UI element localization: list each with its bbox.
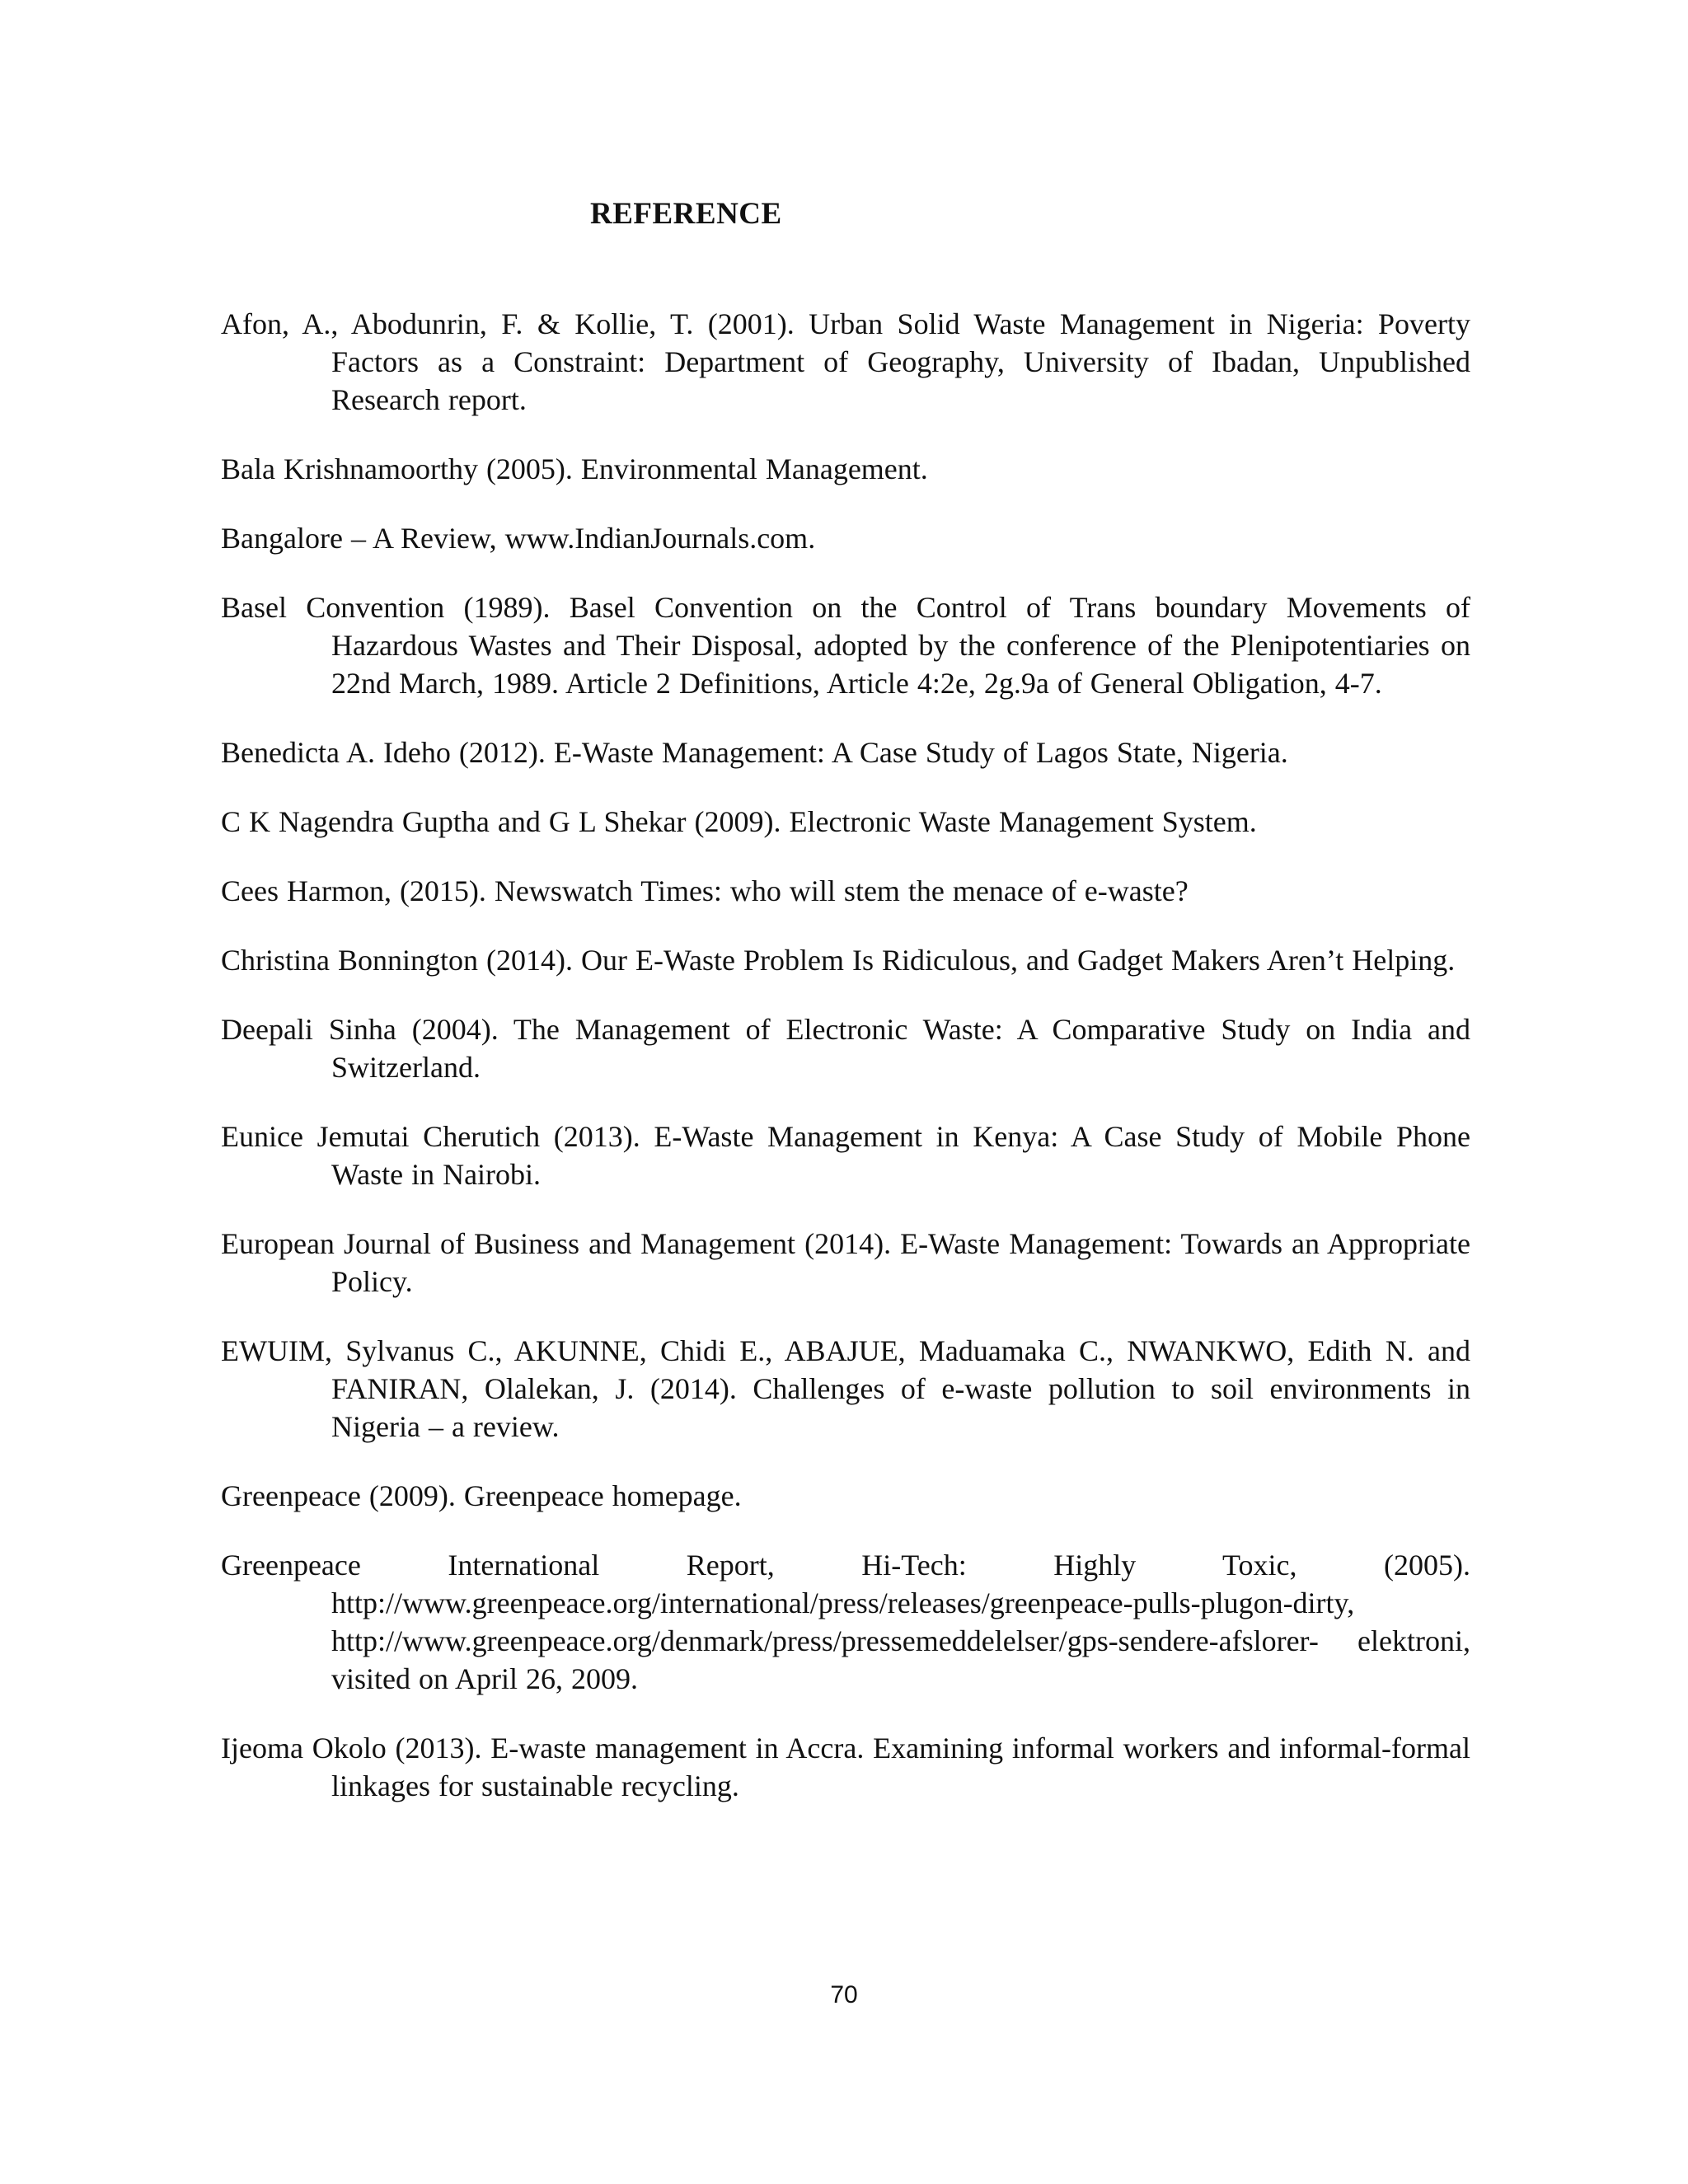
reference-entry: Ijeoma Okolo (2013). E-waste management in Accra. Examining informal workers and informal-formal linkages for sustainable recycling.	[221, 1732, 1470, 1802]
reference-entry: Cees Harmon, (2015). Newswatch Times: who will stem the menace of e-waste?	[221, 874, 1189, 907]
page-number: 70	[830, 1981, 858, 2008]
reference-entry: Afon, A., Abodunrin, F. & Kollie, T. (2001). Urban Solid Waste Management in Nigeria: Poverty Factors as a Constraint: Department of Geography, University of Ibadan, Unpublished Research report.	[221, 307, 1470, 416]
reference-entry: Bangalore – A Review, www.IndianJournals.com.	[221, 522, 816, 555]
page-title: REFERENCE	[590, 197, 782, 231]
reference-entry: Eunice Jemutai Cherutich (2013). E-Waste Management in Kenya: A Case Study of Mobile Phone Waste in Nairobi.	[221, 1120, 1470, 1191]
reference-entry: Benedicta A. Ideho (2012). E-Waste Management: A Case Study of Lagos State, Nigeria.	[221, 736, 1288, 769]
reference-entry: EWUIM, Sylvanus C., AKUNNE, Chidi E., ABAJUE, Maduamaka C., NWANKWO, Edith N. and FANIRAN, Olalekan, J. (2014). Challenges of e-waste pollution to soil environments in Nigeria – a review.	[221, 1334, 1470, 1443]
reference-entry: Basel Convention (1989). Basel Convention on the Control of Trans boundary Movements of Hazardous Wastes and Their Disposal, adopted by the conference of the Plenipotentiaries on 22nd March, 1989. Article 2 Definitions, Article 4:2e, 2g.9a of General Obligation, 4-7.	[221, 591, 1470, 700]
reference-list	[221, 305, 1470, 1836]
reference-entry: C K Nagendra Guptha and G L Shekar (2009). Electronic Waste Management System.	[221, 805, 1257, 838]
reference-entry: Christina Bonnington (2014). Our E-Waste Problem Is Ridiculous, and Gadget Makers Aren’t Helping.	[221, 944, 1456, 977]
reference-entry: Greenpeace International Report, Hi-Tech: Highly Toxic, (2005). http://www.greenpeace.org/international/press/releases/greenpeace-pulls-plugon-dirty, http://www.greenpeace.org/denmark/press/pressemeddelelser/gps-sendere-afslorer- elektroni, visited on April 26, 2009.	[221, 1549, 1470, 1695]
reference-entry: European Journal of Business and Management (2014). E-Waste Management: Towards an Appropriate Policy.	[221, 1227, 1470, 1298]
reference-entry: Bala Krishnamoorthy (2005). Environmental Management.	[221, 452, 928, 485]
reference-entry: Deepali Sinha (2004). The Management of Electronic Waste: A Comparative Study on India and Switzerland.	[221, 1013, 1470, 1084]
reference-entry: Greenpeace (2009). Greenpeace homepage.	[221, 1479, 742, 1512]
